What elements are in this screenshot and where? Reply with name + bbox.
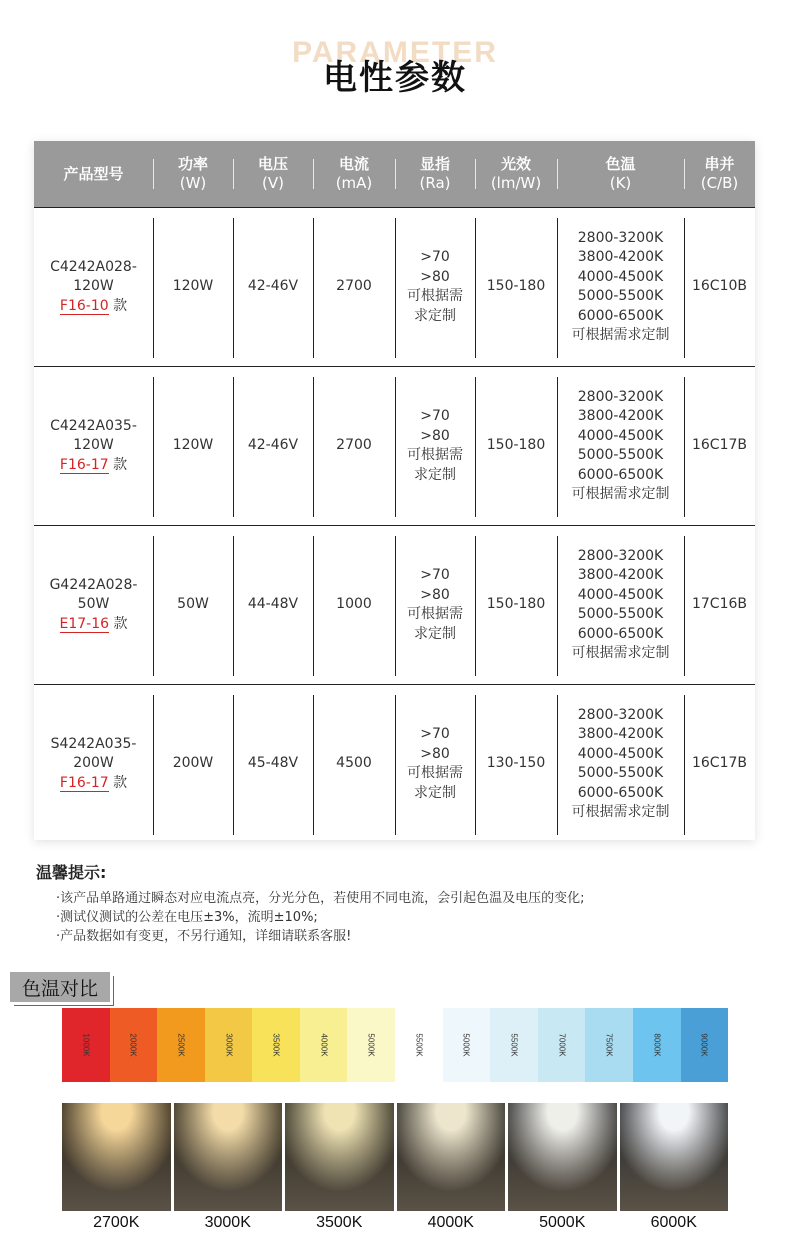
variant-line [60,456,127,476]
note-item: ·该产品单路通过瞬态对应电流点亮，分光分色，若使用不同电流，会引起色温及电压的变化; [56,891,585,906]
column-divider [153,536,154,676]
header-label: 电流 [338,155,369,173]
header-divider [395,159,396,189]
photo-label: 5000K [539,1214,586,1231]
header-cell [395,141,475,207]
variant-code: E17-16 [59,615,110,632]
header-divider [313,159,314,189]
light-photo [508,1103,617,1211]
variant-code: F16-17 [59,774,109,791]
cct-line: 6000-6500K [577,625,664,642]
color-swatch [681,1008,729,1082]
photo-labels [62,1214,728,1232]
swatch-label: 5000K [461,1033,471,1057]
cri-line: 可根据需 [407,606,463,622]
voltage-cell: 42-46V [247,437,299,454]
variant-line [60,297,127,317]
column-divider [233,695,234,835]
header-cell [153,141,233,207]
swatch-label: 5500K [509,1033,519,1057]
model-line: S4242A035- [50,735,137,752]
header-label: 色温 [605,155,636,173]
column-divider [684,218,685,358]
column-divider [233,377,234,517]
series-cell: 17C16B [691,596,747,613]
header-label: 功率 [177,155,208,173]
column-divider [684,695,685,835]
cct-cell [557,208,684,366]
voltage-cell: 45-48V [247,755,299,772]
series-cell: 16C17B [691,437,747,454]
column-divider [313,218,314,358]
header-unit: (C/B) [700,174,739,192]
color-swatch [538,1008,586,1082]
cct-line: 5000-5500K [577,288,664,304]
column-divider [153,218,154,358]
cct-line: 5000-5500K [577,765,664,781]
cri-line: 求定制 [414,466,456,483]
cct-line: 3800-4200K [577,567,664,583]
efficacy-cell: 150-180 [486,437,546,454]
variant-line [60,615,128,635]
color-swatch [347,1008,395,1082]
light-photo [285,1103,394,1211]
header-unit: (Ra) [419,174,451,192]
color-temperature-photos [62,1103,728,1211]
power-cell: 200W [172,755,214,772]
variant-suffix: 款 [113,615,128,632]
cri-cell [395,526,475,684]
hero-header [0,36,790,106]
header-divider [233,159,234,189]
header-unit: (K) [609,174,632,192]
cct-line: 5000-5500K [577,447,664,463]
column-divider [684,536,685,676]
header-cell [233,141,313,207]
cct-line: 6000-6500K [577,466,664,483]
swatch-label: 8000K [652,1033,662,1057]
swatch-label: 2000K [128,1033,138,1057]
power-cell: 120W [172,278,214,295]
column-divider [684,377,685,517]
cct-line: 4000-4500K [577,586,664,603]
cct-line: 4000-4500K [577,745,664,762]
cct-line: 可根据需求定制 [571,486,670,502]
cct-line: 4000-4500K [577,268,664,285]
header-cell [475,141,557,207]
cri-line: 求定制 [414,784,456,801]
color-swatch [300,1008,348,1082]
cct-cell [557,526,684,684]
table-row [34,207,755,365]
cct-line: 可根据需求定制 [571,804,670,820]
swatch-label: 9000K [699,1033,709,1057]
model-line: 200W [73,755,114,772]
header-unit: (lm/W) [490,174,542,192]
column-divider [475,536,476,676]
header-label: 串并 [704,155,735,173]
header-label: 电压 [257,155,288,173]
header-divider [153,159,154,189]
cct-line: 6000-6500K [577,307,664,324]
series-cell: 16C10B [691,278,747,295]
photo-label: 4000K [427,1214,474,1231]
swatch-label: 1000K [81,1033,91,1057]
column-divider [557,218,558,358]
cct-cell [557,367,684,525]
column-divider [313,536,314,676]
column-divider [233,536,234,676]
current-cell: 1000 [336,596,372,613]
cri-cell [395,685,475,843]
color-swatch [110,1008,158,1082]
cct-line: 4000-4500K [577,427,664,444]
efficacy-cell: 150-180 [486,596,546,613]
parameter-table [34,141,755,840]
cct-line: 2800-3200K [577,229,664,246]
swatch-label: 5500K [414,1033,424,1057]
cri-line: >80 [420,427,450,444]
photo-label: 3500K [316,1214,363,1231]
photo-label: 3000K [204,1214,251,1231]
column-divider [557,695,558,835]
current-cell: 2700 [336,437,372,454]
variant-line [60,774,127,794]
color-swatch [633,1008,681,1082]
column-divider [395,218,396,358]
cri-line: 可根据需 [407,447,463,463]
column-divider [313,695,314,835]
header-unit: (V) [262,174,284,192]
cri-line: 求定制 [414,625,456,642]
column-divider [395,536,396,676]
light-photo [397,1103,506,1211]
current-cell: 4500 [336,755,372,772]
efficacy-cell: 150-180 [486,278,546,295]
cct-cell [557,685,684,843]
current-cell: 2700 [336,278,372,295]
notes-list [36,889,756,946]
header-divider [557,159,558,189]
cct-line: 2800-3200K [577,547,664,564]
color-swatch [585,1008,633,1082]
model-line: C4242A035- [50,417,137,434]
power-cell: 120W [172,437,214,454]
cct-line: 2800-3200K [577,388,664,405]
cri-line: >80 [420,745,450,762]
cct-line: 3800-4200K [577,408,664,424]
color-swatch [443,1008,491,1082]
column-divider [153,377,154,517]
header-label: 光效 [500,155,531,173]
swatch-label: 2500K [176,1033,186,1057]
page-title: 电性参数 [323,58,467,98]
photo-label: 2700K [93,1214,140,1231]
header-label: 显指 [419,155,450,173]
model-line: C4242A028- [50,258,137,275]
efficacy-cell: 130-150 [486,755,546,772]
header-unit: (W) [179,174,207,192]
header-divider [475,159,476,189]
variant-code: F16-17 [59,456,109,473]
header-unit: (mA) [335,174,373,192]
cct-line: 3800-4200K [577,249,664,265]
voltage-cell: 44-48V [247,596,299,613]
color-swatch [490,1008,538,1082]
header-cell [684,141,755,207]
column-divider [557,377,558,517]
cri-line: >80 [420,586,450,603]
cri-line: 可根据需 [407,288,463,304]
table-header [34,141,755,207]
notes-section [36,860,756,946]
column-divider [153,695,154,835]
header-label: 产品型号 [63,164,124,183]
column-divider [475,377,476,517]
header-cell [313,141,395,207]
header-divider [684,159,685,189]
column-divider [313,377,314,517]
cri-cell [395,367,475,525]
cri-line: >70 [420,726,450,742]
cct-line: 2800-3200K [577,706,664,723]
variant-suffix: 款 [113,456,128,473]
variant-suffix: 款 [113,774,128,791]
cri-line: >70 [420,408,450,424]
swatch-label: 3000K [224,1033,234,1057]
cct-line: 可根据需求定制 [571,327,670,343]
column-divider [395,377,396,517]
variant-suffix: 款 [113,297,128,314]
model-cell [34,367,153,525]
color-swatch [252,1008,300,1082]
color-swatch [157,1008,205,1082]
cri-line: >70 [420,567,450,583]
header-cell [557,141,684,207]
note-item: ·测试仪测试的公差在电压±3%，流明±10%; [56,910,318,925]
model-cell [34,208,153,366]
color-temperature-swatches [62,1008,728,1082]
column-divider [395,695,396,835]
cri-cell [395,208,475,366]
color-compare-title: 色温对比 [21,977,98,1000]
cct-line: 5000-5500K [577,606,664,622]
photo-label: 6000K [650,1214,697,1231]
swatch-label: 7500K [604,1033,614,1057]
voltage-cell: 42-46V [247,278,299,295]
table-row [34,684,755,842]
cri-line: 求定制 [414,307,456,324]
model-line: 50W [77,596,110,613]
notes-title: 温馨提示: [36,863,107,882]
column-divider [475,218,476,358]
variant-code: F16-10 [59,297,109,314]
swatch-label: 7000K [557,1033,567,1057]
cct-line: 3800-4200K [577,726,664,742]
header-cell [34,141,153,207]
column-divider [557,536,558,676]
light-photo [174,1103,283,1211]
power-cell: 50W [177,596,209,613]
column-divider [233,218,234,358]
cri-line: 可根据需 [407,765,463,781]
cct-line: 可根据需求定制 [571,645,670,661]
color-compare-label [10,972,114,1006]
note-item: ·产品数据如有变更，不另行通知，详细请联系客服! [56,929,352,944]
light-photo [62,1103,171,1211]
cri-line: >80 [420,268,450,285]
swatch-label: 5000K [366,1033,376,1057]
table-row [34,525,755,683]
color-swatch [205,1008,253,1082]
model-line: 120W [73,437,114,454]
swatch-label: 3500K [271,1033,281,1057]
color-swatch [395,1008,443,1082]
light-photo [620,1103,729,1211]
swatch-label: 4000K [319,1033,329,1057]
cct-line: 6000-6500K [577,784,664,801]
model-cell [34,526,153,684]
series-cell: 16C17B [691,755,747,772]
model-line: 120W [73,278,114,295]
model-cell [34,685,153,843]
color-swatch [62,1008,110,1082]
hero-watermark-text: PARAMETER [292,36,498,69]
cri-line: >70 [420,249,450,265]
column-divider [475,695,476,835]
table-row [34,366,755,524]
model-line: G4242A028- [49,576,138,593]
